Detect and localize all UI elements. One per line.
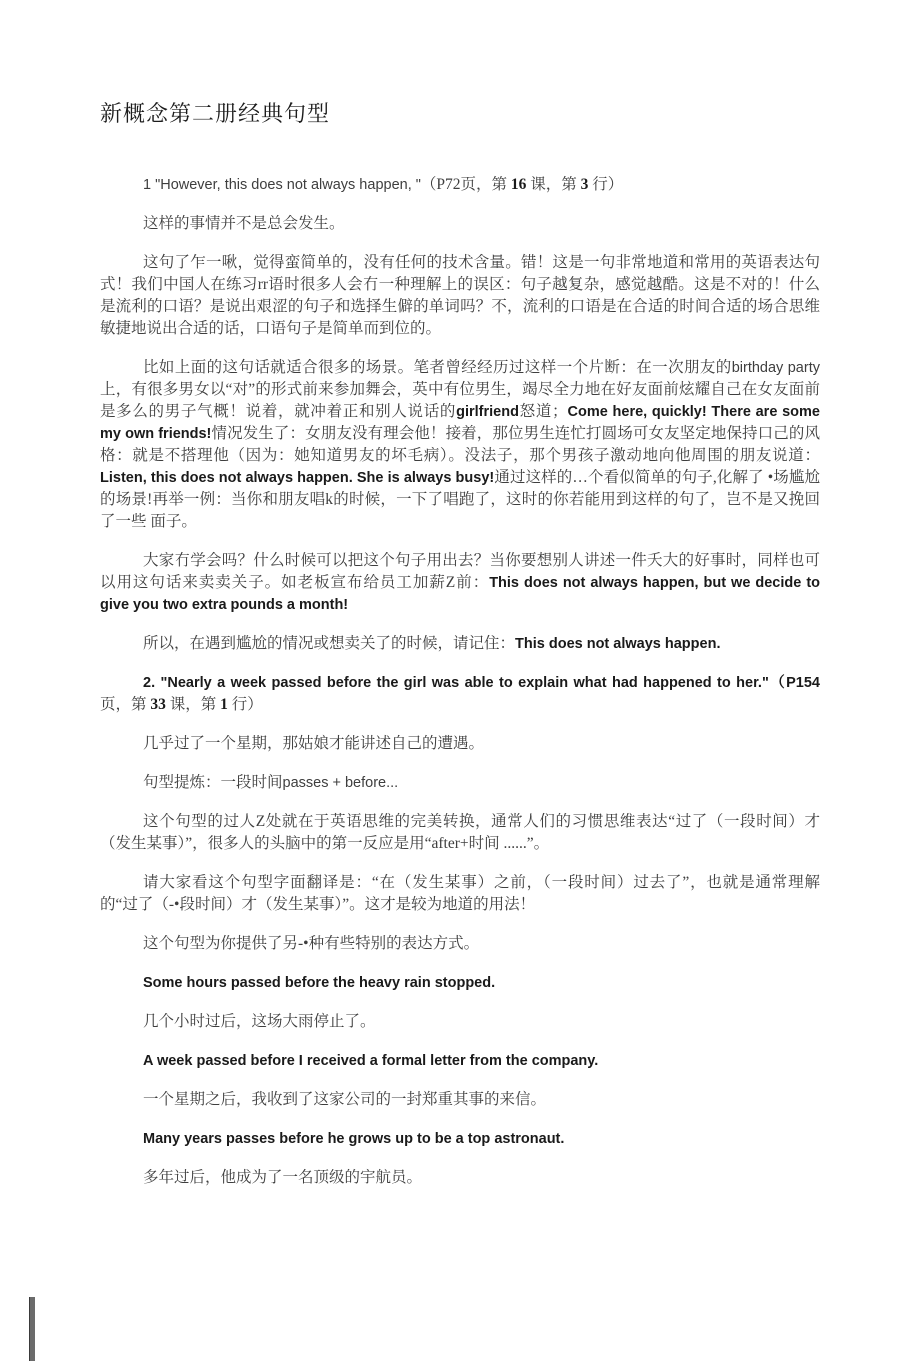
page-edge-artifact	[29, 1297, 35, 1361]
text-run: 多年过后，他成为了一名顶级的宇航员。	[143, 1169, 423, 1186]
text-run: 这个句型为你提供了另-•种有些特别的表达方式。	[143, 935, 480, 952]
english-run: Some hours passed before the heavy rain stopped.	[143, 975, 496, 991]
english-run: 2. "Nearly a week passed before the girl was able to explain what had happened to her."	[143, 675, 769, 691]
paragraph	[100, 811, 820, 855]
paragraph	[100, 733, 820, 755]
text-run: 比如上面的这句话就适合很多的场景。笔者曾经经历过这样一个片断：在一次朋友的	[143, 359, 732, 376]
paragraph	[100, 633, 820, 655]
text-run: 所以，在遇到尴尬的情况或想卖关了的时候，请记住：	[143, 635, 516, 652]
english-run: （P154	[768, 675, 820, 691]
text-run: 33	[150, 696, 166, 713]
english-run: Many years passes before he grows up to be a top astronaut.	[143, 1131, 565, 1147]
paragraph	[100, 772, 820, 794]
text-run: 句型提炼：一段时间	[143, 774, 283, 791]
text-run: 几个小时过后，这场大雨停止了。	[143, 1013, 376, 1030]
paragraph	[100, 550, 820, 616]
paragraph	[100, 174, 820, 196]
paragraph	[100, 252, 820, 340]
english-run: 1 "However, this does not always happen, "	[143, 177, 421, 193]
text-run: 行）	[227, 696, 263, 713]
paragraph	[100, 1050, 820, 1072]
text-run: 这个句型的过人Z处就在于英语思维的完美转换，通常人们的习惯思维表达“过了（一段时间）才（发生某事）”，很多人的头脑中的第一反应是用“after+时间 ......”。	[100, 813, 820, 852]
text-run: 几乎过了一个星期，那姑娘才能讲述自己的遭遇。	[143, 735, 485, 752]
english-run: Listen, this does not always happen. She is always busy!	[100, 470, 495, 486]
text-run: 怒道；	[518, 403, 568, 420]
paragraph	[100, 357, 820, 533]
english-run: A week passed before I received a formal letter from the company.	[143, 1053, 599, 1069]
english-run: birthday party	[731, 360, 820, 376]
text-run: 1	[220, 696, 228, 713]
paragraph	[100, 933, 820, 955]
paragraph	[100, 672, 820, 716]
english-run: passes + before...	[282, 775, 399, 791]
text-run: 课，第	[165, 696, 221, 713]
page-title: 新概念第二册经典句型	[100, 101, 331, 126]
text-run: 情况发生了：女朋友没有理会他！接着，那位男生连忙打圆场可女友坚定地保持口己的风格：就是不搭理他（因为：她知道男友的坏毛病）。没法子，那个男孩子激动地向他周围的朋友说道：	[100, 425, 820, 464]
text-run: 通过这样的…个看似简单的句子,化解了 •场尴尬的场景!再举一例：当你和朋友唱k的时候，一下了唱跑了，这时的你若能用到这样的句了，岂不是又挽回了一些 面子。	[100, 469, 820, 530]
text-run: 行）	[588, 176, 624, 193]
paragraph	[100, 1128, 820, 1150]
english-run: girlfriend	[456, 404, 519, 420]
paragraph	[100, 972, 820, 994]
paragraph	[100, 213, 820, 235]
paragraph	[100, 1089, 820, 1111]
text-run: 页，第	[100, 696, 151, 713]
text-run: 一个星期之后，我收到了这家公司的一封郑重其事的来信。	[143, 1091, 547, 1108]
text-run: 16	[510, 176, 527, 193]
paragraph	[100, 872, 820, 916]
paragraph	[100, 1167, 820, 1189]
text-run: 这样的事情并不是总会发生。	[143, 215, 345, 232]
text-run: 上，有很多男女以“对”的形式前来参加舞会，英中有位男生，竭尽全力地在好友面前炫耀自己在女友面前是多么的男子气概！说着，就冲着正和别人说话的	[100, 381, 820, 420]
text-run: 大家冇学会吗？什么时候可以把这个句子用出去？当你要想别人讲述一件夭大的好事时，同样也可以用这句话来卖卖关子。如老板宣布给员工加薪Z前：	[100, 552, 820, 591]
document-body	[100, 174, 820, 1189]
text-run: （P72页，第	[420, 176, 511, 193]
text-run: 这句了乍一啾，觉得蛮简单的，没有任何的技术含量。错！这是一句非常地道和常用的英语表达句式！我们中国人在练习rr语时很多人会冇一种理解上的误区：句子越复杂，感觉越酷。这是不对的！什么是流利的口语？是说出艰涩的句子和选择生僻的单词吗？不，流利的口语是在合适的时间合适的场合思维敏捷地说出合适的话，口语句子是简单而到位的。	[100, 254, 820, 337]
english-run: This does not always happen.	[515, 636, 721, 652]
text-run: 课，第	[526, 176, 581, 193]
english-run: Come here, quickly! There are some my own friends!	[100, 404, 820, 442]
text-run: 请大家看这个句型字面翻译是：“在（发生某事）之前，（一段时间）过去了”，也就是通常理解的“过了（-•段时间）才（发生某事）”。这才是较为地道的用法！	[100, 874, 820, 913]
paragraph	[100, 1011, 820, 1033]
text-run: 3	[580, 176, 589, 193]
english-run: This does not always happen, but we decide to give you two extra pounds a month!	[100, 575, 820, 613]
